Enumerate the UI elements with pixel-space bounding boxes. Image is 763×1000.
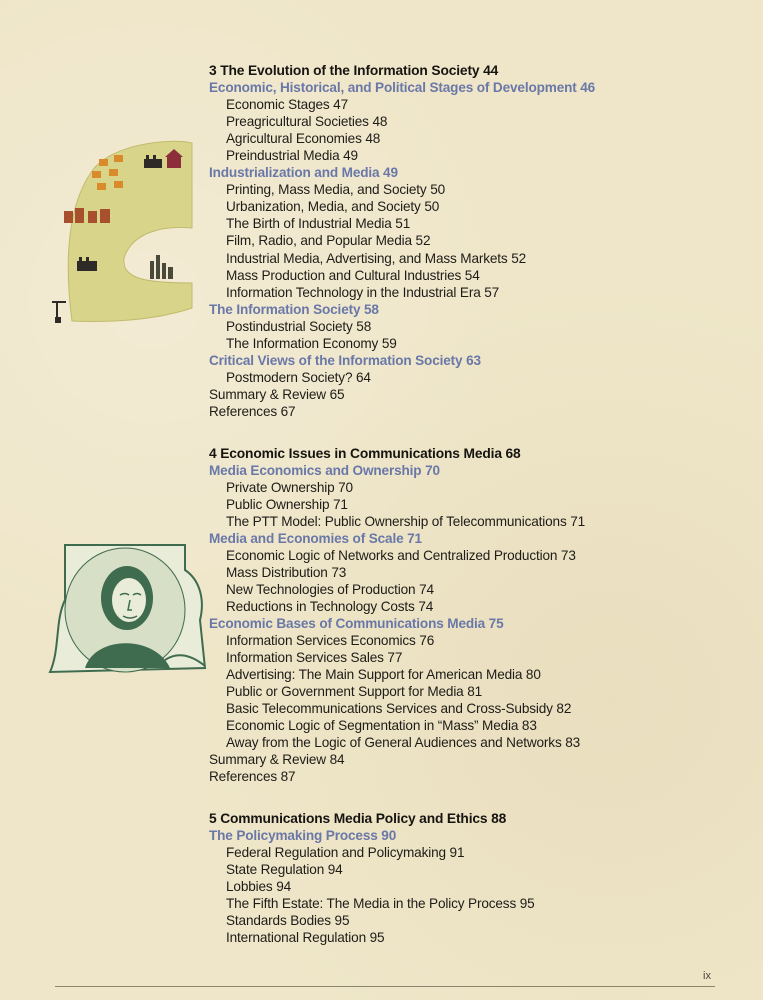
toc-entry: Private Ownership 70 [226, 479, 353, 495]
toc-entry: Postindustrial Society 58 [226, 318, 372, 334]
section-heading: The Policymaking Process 90 [209, 828, 397, 844]
section-heading: Critical Views of the Information Society 63 [209, 352, 481, 368]
toc-entry: International Regulation 95 [226, 930, 385, 946]
toc-entry: The Information Economy 59 [226, 335, 397, 351]
toc-entry: Mass Production and Cultural Industries 54 [226, 267, 480, 283]
toc-entry: Information Technology in the Industrial Era 57 [226, 284, 500, 300]
table-of-contents [209, 62, 729, 946]
toc-entry: Federal Regulation and Policymaking 91 [226, 845, 465, 861]
toc-entry: Away from the Logic of General Audiences and Networks 83 [226, 735, 581, 751]
chapter-heading: 4 Economic Issues in Communications Media 68 [209, 445, 521, 461]
toc-entry: References 87 [209, 769, 296, 785]
toc-entry: Mass Distribution 73 [226, 564, 347, 580]
toc-entry: References 67 [209, 403, 296, 419]
page-number: ix [703, 970, 711, 982]
chapter-gap [209, 420, 729, 445]
toc-entry: Standards Bodies 95 [226, 913, 350, 929]
toc-entry: New Technologies of Production 74 [226, 581, 434, 597]
industrial-map-illustration [52, 133, 197, 325]
toc-entry: Preindustrial Media 49 [226, 148, 358, 164]
section-heading: Economic, Historical, and Political Stages of Development 46 [209, 80, 596, 96]
section-heading: Media and Economies of Scale 71 [209, 530, 422, 546]
chapter-heading: 3 The Evolution of the Information Society 44 [209, 63, 499, 78]
toc-entry: Agricultural Economies 48 [226, 131, 381, 147]
toc-entry: Preagricultural Societies 48 [226, 114, 388, 130]
toc-entry: Printing, Mass Media, and Society 50 [226, 182, 446, 198]
chapter-heading: 5 Communications Media Policy and Ethics 88 [209, 811, 507, 827]
toc-entry: Economic Logic of Segmentation in “Mass” Media 83 [226, 718, 537, 734]
toc-entry: Economic Stages 47 [226, 97, 348, 113]
section-heading: Economic Bases of Communications Media 75 [209, 616, 504, 632]
toc-entry: The PTT Model: Public Ownership of Telecommunications 71 [226, 513, 586, 529]
toc-entry: Summary & Review 65 [209, 386, 345, 402]
toc-entry: Film, Radio, and Popular Media 52 [226, 233, 431, 249]
toc-entry: Economic Logic of Networks and Centralized Production 73 [226, 547, 576, 563]
toc-entry: Advertising: The Main Support for American Media 80 [226, 667, 541, 683]
toc-entry: Public Ownership 71 [226, 496, 348, 512]
toc-entry: Industrial Media, Advertising, and Mass Markets 52 [226, 250, 527, 266]
city-skyline-icon [150, 255, 173, 279]
toc-entry: Urbanization, Media, and Society 50 [226, 199, 440, 215]
toc-entry: The Fifth Estate: The Media in the Policy Process 95 [226, 896, 535, 912]
toc-entry: Postmodern Society? 64 [226, 369, 371, 385]
toc-entry: Information Services Economics 76 [226, 633, 435, 649]
toc-entry: Basic Telecommunications Services and Cross-Subsidy 82 [226, 701, 572, 717]
section-heading: Industrialization and Media 49 [209, 165, 398, 181]
toc-entry: State Regulation 94 [226, 862, 343, 878]
footer-rule [55, 986, 715, 987]
section-heading: Media Economics and Ownership 70 [209, 462, 440, 478]
toc-entry: The Birth of Industrial Media 51 [226, 216, 411, 232]
section-heading: The Information Society 58 [209, 301, 379, 317]
dollar-bill-illustration [45, 540, 210, 675]
crane-icon [52, 301, 66, 323]
toc-entry: Public or Government Support for Media 81 [226, 684, 483, 700]
toc-entry: Reductions in Technology Costs 74 [226, 599, 434, 614]
chapter-gap [209, 786, 729, 811]
toc-entry: Summary & Review 84 [209, 752, 345, 768]
toc-entry: Information Services Sales 77 [226, 650, 403, 666]
toc-entry: Lobbies 94 [226, 879, 292, 895]
